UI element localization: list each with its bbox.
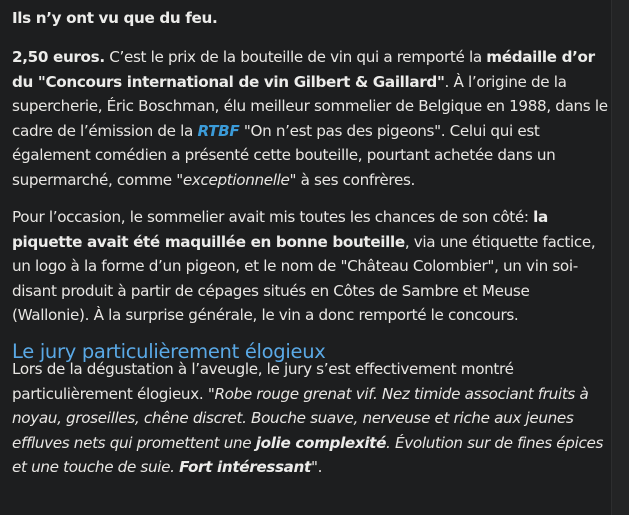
page-scrollbar[interactable] [611, 0, 629, 515]
section-heading: Le jury particulièrement élogieux [12, 340, 326, 363]
quote-part-1: "Robe rouge grenat vif. Nez timide associant fruits à noyau, groseilles, chêne discret. Bouche suave, nerveuse et riche aux jeunes effluves nets qui promettent une [12, 384, 589, 452]
origin-text: . À l’origine de la supercherie, Éric Boschman, élu meilleur sommelier de Belgique en 1988, dans le cadre de l’émission de la [12, 72, 608, 140]
paragraph-occasion [12, 205, 610, 328]
quote-part-2: . Évolution sur de fines épices et une touche de suie. [12, 433, 604, 476]
disguise-highlight: la piquette avait été maquillée en bonne bouteille [12, 208, 548, 251]
price-highlight: 2,50 euros. [12, 48, 105, 66]
peers-text: " à ses confrères. [289, 170, 416, 189]
tasting-text: Lors de la dégustation à l’aveugle, le jury s’est effectivement montré particulièrement élogieux. [12, 360, 514, 403]
rtbf-link[interactable]: RTBF [197, 121, 240, 140]
price-text: C’est le prix de la bouteille de vin qui a remporté la [104, 48, 487, 66]
medal-highlight: médaille d’or du "Concours international de vin Gilbert & Gaillard" [12, 48, 595, 91]
lead-text: Ils n’y ont vu que du feu. [12, 9, 218, 27]
occasion-text: Pour l’occasion, le sommelier avait mis toutes les chances de son côté: [12, 208, 534, 226]
paragraph-tasting [12, 357, 610, 480]
paragraph-price [12, 45, 610, 192]
complexity-highlight: jolie complexité [255, 433, 387, 452]
lead-paragraph [12, 6, 610, 31]
label-text: , via une étiquette factice, un logo à la forme d’un pigeon, et le nom de "Château Colombier", un vin soi-disant produit à partir de cépages situés en Côtes de Sambre et Meuse (Wallonie). À la surprise générale, le vin a donc remporté le concours. [12, 232, 596, 324]
exceptional-quote: exceptionnelle [182, 170, 290, 189]
show-text: "On n’est pas des pigeons". Celui qui est également comédien a présenté cette bouteille, pourtant achetée dans un supermarché, comme " [12, 121, 556, 189]
interesting-highlight: Fort intéressant [179, 458, 311, 476]
quote-close: ". [310, 458, 323, 476]
